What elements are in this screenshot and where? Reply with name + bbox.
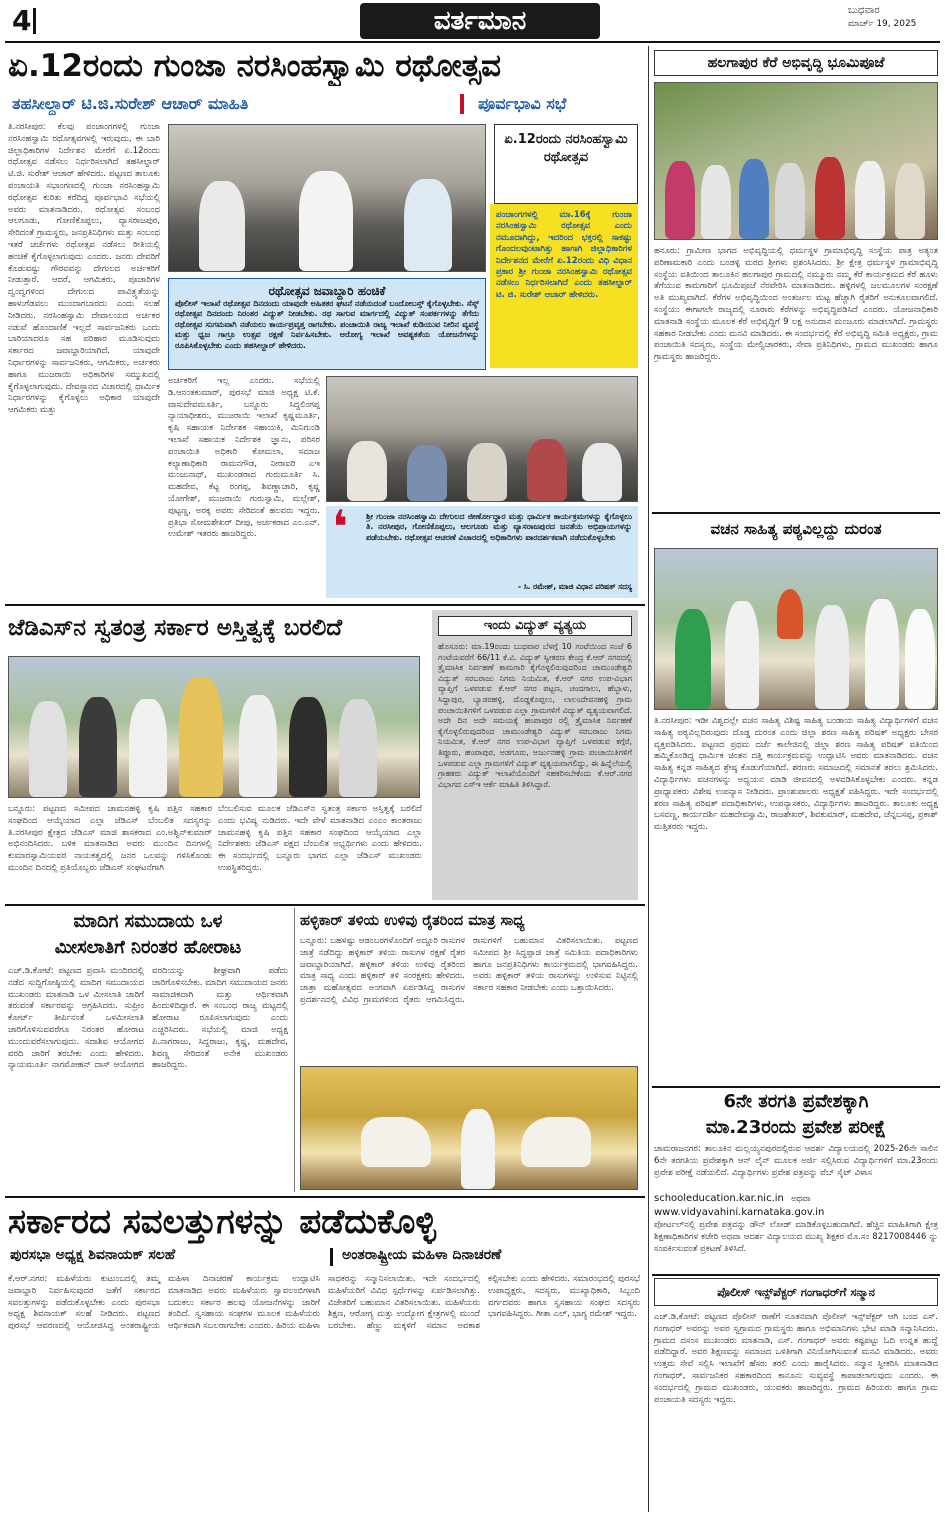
lead-blue-box xyxy=(168,278,486,370)
figure xyxy=(775,163,805,239)
vachana-photo xyxy=(654,548,938,710)
section-rule xyxy=(652,1086,940,1088)
page-number-bar xyxy=(33,8,36,34)
power-box xyxy=(432,610,638,900)
entrance-headline-2: ಮಾ.23ರಂದು ಪ್ರವೇಶ ಪರೀಕ್ಷೆ xyxy=(705,1117,887,1138)
lead-body-col1: ತಿ.ನರಸೀಪುರ: ಕೆಲವು ಪಂಚಾಂಗಗಳಲ್ಲಿ ಗುಂಜಾ ನರಸಿಂಹಸ್ವಾಮಿ ರಥೋತ್ಸವಗಳಲ್ಲಿ ಇರುವುದು, ಈ ಬಾರಿ ಜಿಲ್ಲಾಧಿಕಾರಿಗಳ ನಿರ್ದೇಶನ ಮೇರೆಗೆ ಏ.12ರಂದು ರಥೋತ್ಸವ ನಡೆಸಲು ನಿರ್ಧರಿಸಲಾಗಿದೆ ತಹಸೀಲ್ದಾರ್ ಟಿ.ಜಿ. ಸುರೇಶ್ ಆಚಾರ್ ಹೇಳಿದರು. ಪಟ್ಟಣದ ತಾಲೂಕು ಪಂಚಾಯತಿ ಸಭಾಂಗಣದಲ್ಲಿ ಗುಂಜಾ ನರಸಿಂಹಸ್ವಾಮಿ ರಥೋತ್ಸವ ಕುರಿತು ಕರೆದಿದ್ದ ಪೂರ್ವಭಾವಿ ಸಭೆಯಲ್ಲಿ ಅವರು ಮಾತನಾಡಿದರು. ರಥೋತ್ಸವ ಸಂಬಂಧ ಆಲಗೂಡು, ಗೋಣಿಕೊಪ್ಪಲು, ವ್ಯಾಸರಾಜಪುರ, ಸೇರಿದಂತೆ ಗ್ರಾಮಸ್ಥರು, ಜನಪ್ರತಿನಿಧಿಗಳು ಮತ್ತು ಸಂಬಂಧ ಇತರೆ ಚರ್ಚೆಗಳು ರಥೋತ್ಸವ ನಡೆಸಲು ರೀತಿಯಲ್ಲಿ ಹಂಚಿಕೆ ಕೈಗೊಳ್ಳಲಾಗುವುದು ಎಂದರು. ಜನರು ದೇವರಿಗೆ ಕೊಡುವಷ್ಟು ಗೌರವವನ್ನು ದೇಗುಲದ ಅರ್ಚಕರಿಗೆ ನೀಡುತ್ತಾರೆ. ಆದರೆ, ಆಗಮಿಕರು, ಪೂಜಾರಿಗಳ ದ್ವಂದ್ವಗಳಿಂದ ದೇಗುಲದ ಪಾವಿತ್ರ್ಯತೆಯನ್ನು ಹಾಳುಗೆಡವಲು ಮುಂದಾಗಬಾರದು ಎಂದು ಸಲಹೆ ನೀಡಿದರು. ನರಸಿಂಹಸ್ವಾಮಿ ದೇವಾಲಯದ ಅರ್ಚಕರ ನಡುವೆ ಹೊಂದಾಣಿಕೆ ಇಲ್ಲದೆ ಸಾರ್ವಜನಿಕರು ಒಂದು ಬಾರಿಯಾದರೂ ಸಹ ಪರಿಹಾರ ಮೂಡಿಸುವುದು ಸರ್ಕಾರದ ಜವಾಬ್ದಾರಿಯಾಗಿದೆ. ಯಾವುದೇ ನಿರ್ಧಾರಗಳನ್ನು ಸಾರ್ವಜನಿಕರು, ಆಗಮಿಕರು, ಅರ್ಚಕರು ಹಾಗೂ ಮುಜರಾಯಿ ಅಧಿಕಾರಿಗಳ ಸಮ್ಮುಖದಲ್ಲಿ ಕೈಗೊಳ್ಳಲಾಗುವುದು. ದೇವಸ್ಥಾನದ ವಿಚಾರದಲ್ಲಿ ಧಾರ್ಮಿಕ ನಿರ್ಧಾರಗಳನ್ನು ಕೈಗೊಳ್ಳಲು ಅಧಿಕಾರ ಯಾವುದೇ ಆಗಮಿಕರು ಮತ್ತು xyxy=(8,122,160,416)
bull-figure xyxy=(521,1117,591,1167)
vachana-headline: ವಚನ ಸಾಹಿತ್ಯ ಪಠ್ಯವಿಲ್ಲದ್ದು ದುರಂತ xyxy=(710,520,882,538)
vachana-body: ತಿ.ನರಸೀಪುರ: ಇಡೀ ವಿಶ್ವದಲ್ಲೇ ವಚನ ಸಾಹಿತ್ಯ ವಿಶಿಷ್ಟ ಸಾಹಿತ್ಯ ಬಂಡಾಯ ಸಾಹಿತ್ಯ ವಿದ್ಯಾರ್ಥಿಗಳಿಗೆ ವಚನ ಸಾಹಿತ್ಯ ಪಠ್ಯವಿಲ್ಲದಿರುವುದು ದೊಡ್ಡ ದುರಂತ ಎಂದು ಜಿಲ್ಲಾ ಶರಣ ಸಾಹಿತ್ಯ ಪರಿಷತ್ ಅಧ್ಯಕ್ಷರು ಬೇಸರ ವ್ಯಕ್ತಪಡಿಸಿದರು. ಪಟ್ಟಣದ ಪ್ರಥಮ ದರ್ಜೆ ಕಾಲೇಜಿನಲ್ಲಿ ಜಿಲ್ಲಾ ಶರಣ ಸಾಹಿತ್ಯ ಪರಿಷತ್ ವತಿಯಿಂದ ಹಮ್ಮಿಕೊಂಡಿದ್ದ ಧಾರ್ಮಿಕ ಚಿಂತನ ದತ್ತಿ ಕಾರ್ಯಕ್ರಮವನ್ನು ಉದ್ಘಾಟಿಸಿ ಅವರು ಮಾತನಾಡಿದರು. ವಚನ ಸಾಹಿತ್ಯ ಕನ್ನಡ ಸಾಹಿತ್ಯದ ಶ್ರೇಷ್ಠ ಕೊಡುಗೆಯಾಗಿದೆ. ಶರಣರು ಸಮಾಜದಲ್ಲಿ ಸಮಾನತೆ ತರಲು ಶ್ರಮಿಸಿದರು. ವಿದ್ಯಾರ್ಥಿಗಳು ವಚನಗಳನ್ನು ಅಧ್ಯಯನ ಮಾಡಿ ಜೀವನದಲ್ಲಿ ಅಳವಡಿಸಿಕೊಳ್ಳಬೇಕು ಎಂದರು. ಕನ್ನಡ ಪ್ರಾಧ್ಯಾಪಕರು ವಿಶೇಷ ಉಪನ್ಯಾಸ ನೀಡಿದರು. ಪ್ರಾಂಶುಪಾಲರು ಅಧ್ಯಕ್ಷತೆ ವಹಿಸಿದ್ದರು. ಇದೇ ಸಂದರ್ಭದಲ್ಲಿ ಶರಣ ಸಾಹಿತ್ಯ ಪರಿಷತ್ ಪದಾಧಿಕಾರಿಗಳು, ಉಪನ್ಯಾಸಕರು, ವಿದ್ಯಾರ್ಥಿಗಳು ಹಾಜರಿದ್ದರು. ತಾಲೂಕು ಅಧ್ಯಕ್ಷ ಬಸವಣ್ಣ, ಕಾರ್ಯದರ್ಶಿ ಮಹದೇವಸ್ವಾಮಿ, ರಾಜಶೇಖರ್, ಶಿವಕುಮಾರ್, ಮಹದೇವ, ಚೆನ್ನಬಸಪ್ಪ, ಪ್ರಕಾಶ್ ಮತ್ತಿತರರು ಇದ್ದರು. xyxy=(654,716,938,833)
lead-side-box xyxy=(494,124,638,204)
govt-subhead-bar xyxy=(8,1246,640,1268)
figure xyxy=(582,443,622,501)
figure xyxy=(905,609,935,709)
figure xyxy=(701,165,731,239)
section-rule xyxy=(652,1274,940,1276)
entrance-body-2: ಪೋರ್ಟಲ್‌ನಲ್ಲಿ ಪ್ರವೇಶ ಪತ್ರವನ್ನು ಡೌನ್ ಲೋಡ್ ಮಾಡಿಕೊಳ್ಳಬಹುದಾಗಿದೆ. ಹೆಚ್ಚಿನ ಮಾಹಿತಿಗಾಗಿ ಕ್ಷೇತ್ರ ಶಿಕ್ಷಣಾಧಿಕಾರಿಗಳ ಕಚೇರಿ ಅಥವಾ ಆದರ್ಶ ವಿದ್ಯಾಲಯದ ಮುಖ್ಯ ಶಿಕ್ಷಕರ ಮೊ.ಸಂ 8217008446 ನ್ನು ಸಂಪರ್ಕಿಸುವಂತೆ ಪ್ರಕಟಣೆ ತಿಳಿಸಿದೆ. xyxy=(654,1220,938,1254)
masthead xyxy=(0,0,945,42)
page-number: 4 xyxy=(12,4,32,37)
halagapura-headline: ಹಲಗಾಪುರ ಕೆರೆ ಅಭಿವೃದ್ಧಿ ಭೂಮಿಪೂಜೆ xyxy=(654,50,938,76)
figure xyxy=(739,159,769,239)
hallikar-body: ಬನ್ನೂರು: ಬಹಳಷ್ಟು ಆಡಂಬರಗಳೊಂದಿಗೆ ಅದ್ದೂರಿ ರಾಸುಗಳ ಜಾತ್ರೆ ನಡೆದಿದ್ದು ಹಳ್ಳಿಕಾರ್ ತಳಿಯ ರಾಸುಗಳ ರಕ್ಷಣೆ ರೈತರ ಜವಾಬ್ದಾರಿಯಾಗಿದೆ. ಹಳ್ಳಿಕಾರ್ ತಳಿಯ ಉಳಿವು ರೈತರಿಂದ ಮಾತ್ರ ಸಾಧ್ಯ ಎಂದು ಹಳ್ಳಿಕಾರ್ ತಳಿ ಸಂರಕ್ಷಕರು ಹೇಳಿದರು. ಜಾತ್ರಾ ಮಹೋತ್ಸವದ ಅಂಗವಾಗಿ ಏರ್ಪಡಿಸಿದ್ದ ರಾಸುಗಳ ಪ್ರದರ್ಶನದಲ್ಲಿ ವಿವಿಧ ಗ್ರಾಮಗಳಿಂದ ರೈತರು ಆಗಮಿಸಿದ್ದರು. ರಾಸುಗಳಿಗೆ ಬಹುಮಾನ ವಿತರಿಸಲಾಯಿತು. ಪಟ್ಟಣದ ಸಮೀಪದ ಶ್ರೀ ಸಿದ್ಧಪ್ಪಾಜಿ ಜಾತ್ರೆ ಸಮಿತಿಯ ಪದಾಧಿಕಾರಿಗಳು ಹಾಗೂ ಜನಪ್ರತಿನಿಧಿಗಳು ಕಾರ್ಯಕ್ರಮದಲ್ಲಿ ಭಾಗವಹಿಸಿದ್ದರು. ಅವರು ಹಳ್ಳಿಕಾರ್ ತಳಿಯ ರಾಸುಗಳನ್ನು ಉಳಿಸುವ ನಿಟ್ಟಿನಲ್ಲಿ ಸರ್ಕಾರ ಸಹಕಾರ ನೀಡಬೇಕು ಎಂದು ಒತ್ತಾಯಿಸಿದರು. xyxy=(300,936,638,1005)
entrance-body-1: ಚಾಮರಾಜನಗರ: ತಾಲೂಕಿನ ಮಲ್ಲಯ್ಯನಪುರದಲ್ಲಿರುವ ಆದರ್ಶ ವಿದ್ಯಾಲಯದಲ್ಲಿ 2025-26ನೇ ಸಾಲಿನ 6ನೇ ತರಗತಿಯ ಪ್ರವೇಶಕ್ಕಾಗಿ ಆನ್ ಲೈನ್ ಮೂಲಕ ಅರ್ಜಿ ಸಲ್ಲಿಸಿರುವ ವಿದ್ಯಾರ್ಥಿಗಳಿಗೆ ಮಾ.23ರಂದು ಪ್ರವೇಶ ಪರೀಕ್ಷೆ ನಡೆಯಲಿದೆ. ವಿದ್ಯಾರ್ಥಿಗಳು ಪ್ರವೇಶ ಪತ್ರವನ್ನು ವೆಬ್ ಸೈಟ್ ವಿಳಾಸ xyxy=(654,1144,938,1178)
link-vidyavahini[interactable]: www.vidyavahini.karnataka.gov.in xyxy=(654,1207,825,1218)
paper-name: ವರ್ತಮಾನ xyxy=(360,3,600,39)
govt-subhead-1: ಪುರಸಭಾ ಅಧ್ಯಕ್ಷ ಶಿವನಾಯಕ್ ಸಲಹೆ xyxy=(10,1247,176,1263)
issue-date: ಮಾರ್ಚ್ 19, 2025 xyxy=(848,19,917,29)
madiga-headline-1: ಮಾದಿಗ ಸಮುದಾಯ ಒಳ xyxy=(73,911,223,932)
lead-body-col2: ಅರ್ಚಕರಿಗೆ ಇಲ್ಲ ಎಂದರು. ಸಭೆಯಲ್ಲಿ ಡಿ.ಆನಂತಕುಮಾರ್, ಪುರಸಭೆ ಮಾಜಿ ಅಧ್ಯಕ್ಷ ಟಿ.ಕೆ. ವಾಸುದೇವಮೂರ್ತಿ, ಬನ್ನೂರು ಸಿದ್ದಲಿಂಗಪ್ಪ ನ್ಯಾಯಾಧೀಶರು, ಮುಜರಾಯಿ ಇಲಾಖೆ ಕೃಷ್ಣಮೂರ್ತಿ, ಕೃಷಿ ಸಹಾಯಕ ನಿರ್ದೇಶಕ ಸಹಾಯಕಿ, ಮಿನಿಗುಂಡಿ ಇಲಾಖೆ ಸಹಾಯಕ ನಿರ್ದೇಶಕ ಜ್ಞಾನು, ಪರಿಸರ ಪಂಚಾಯಿತಿ ಅಧಿಕಾರಿ ಕೋಮಲಾ, ಸಮಾಜ ಕಲ್ಯಾಣಾಧಿಕಾರಿ ರಾಮನಗೌಡ, ನೀರಾವರಿ ಎಇ ಮಂಜುನಾಥ್, ಮುಖಂಡರಾದ ಗುರುಮೂರ್ತಿ ಸಿ. ಮಹದೇವ, ಕೆಟ್ಟ ರಂಗಪ್ಪ, ಶಿವಣ್ಣಾಚಾರಿ, ಕೃಷ್ಣ ಯೋಗೇಶ್, ಮುಜರಾಯಿ ಗುರುಸ್ವಾಮಿ, ಮಲ್ಲೇಶ್, ಪುಟ್ಟಣ್ಣ, ಅರಕ್ಕ ಅವರು ಸೇರಿದಂತೆ ಹಲವರು ಇದ್ದರು. ಪ್ರತಿಭಾ ಸೋಮಶೇಖರ್ ದೀಪು, ಅರ್ಚಕರಾದ ಎಂ.ಎನ್. ಉಮೇಶ್ ಇತರರು ಹಾಜರಿದ್ದರು. xyxy=(168,376,320,540)
madiga-body: ಎಚ್.ಡಿ.ಕೋಟೆ: ಪಟ್ಟಣದ ಪ್ರವಾಸಿ ಮಂದಿರದಲ್ಲಿ ನಡೆದ ಸುದ್ದಿಗೋಷ್ಠಿಯಲ್ಲಿ ಮಾದಿಗ ಸಮುದಾಯದ ಮುಖಂಡರು ಮಾತನಾಡಿ ಒಳ ಮೀಸಲಾತಿ ಜಾರಿಗೆ ತರುವಂತೆ ಸರ್ಕಾರವನ್ನು ಆಗ್ರಹಿಸಿದರು. ಸುಪ್ರೀಂ ಕೋರ್ಟ್ ತೀರ್ಪಿನಂತೆ ಒಳಮೀಸಲಾತಿ ಜಾರಿಗೊಳಿಸುವವರೆಗೂ ನಿರಂತರ ಹೋರಾಟ ಮುಂದುವರೆಸಲಾಗುವುದು. ಸದಾಶಿವ ಆಯೋಗದ ವರದಿ ಜಾರಿಗೆ ತರಬೇಕು ಎಂದು ಹೇಳಿದರು. ನ್ಯಾಯಮೂರ್ತಿ ನಾಗಮೋಹನ್ ದಾಸ್ ಆಯೋಗದ ವರದಿಯನ್ನು ಶೀಘ್ರವಾಗಿ ಪಡೆದು ಜಾರಿಗೊಳಿಸಬೇಕು. ಮಾದಿಗ ಸಮುದಾಯದ ಜನರು ಸಾಮಾಜಿಕವಾಗಿ ಮತ್ತು ಆರ್ಥಿಕವಾಗಿ ಹಿಂದುಳಿದಿದ್ದಾರೆ. ಈ ಸಂಬಂಧ ರಾಜ್ಯ ಮಟ್ಟದಲ್ಲಿ ಹೋರಾಟ ರೂಪಿಸಲಾಗುವುದು ಎಂದು ಎಚ್ಚರಿಸಿದರು. ಸಭೆಯಲ್ಲಿ ಮಾಜಿ ಅಧ್ಯಕ್ಷ ಪಿ.ನಾಗರಾಜು, ಸಿದ್ದರಾಜು, ಕೃಷ್ಣ, ಮಹದೇವ, ಶಿವಣ್ಣ ಸೇರಿದಂತೆ ಅನೇಕ ಮುಖಂಡರು ಹಾಜರಿದ್ದರು. xyxy=(8,966,288,1071)
masthead-rule xyxy=(5,41,940,43)
side-box-title: ಏ.12ರಂದು ನರಸಿಂಹಸ್ವಾಮಿ ರಥೋತ್ಸವ xyxy=(504,132,628,165)
govt-body: ಕೆ.ಆರ್.ನಗರ: ಮಹಿಳೆಯರು ಕುಟುಂಬದಲ್ಲಿ ತಮ್ಮ ಜವಾಬ್ದಾರಿ ನಿರ್ವಹಿಸುವುದರ ಜತೆಗೆ ಸರ್ಕಾರದ ಸವಲತ್ತುಗಳನ್ನು ಪಡೆದುಕೊಳ್ಳಬೇಕು ಎಂದು ಪುರಸಭಾ ಅಧ್ಯಕ್ಷ ಶಿವನಾಯಕ್ ಸಲಹೆ ನೀಡಿದರು. ಪಟ್ಟಣದ ಪುರಸಭೆ ಆವರಣದಲ್ಲಿ ಆಯೋಜಿಸಿದ್ದ ಅಂತರಾಷ್ಟ್ರೀಯ ಮಹಿಳಾ ದಿನಾಚರಣೆ ಕಾರ್ಯಕ್ರಮ ಉದ್ಘಾಟಿಸಿ ಮಾತನಾಡಿದ ಅವರು ಮಹಿಳೆಯರು ಸ್ವಾವಲಂಬಿಗಳಾಗಿ ಬದುಕಲು ಸರ್ಕಾರ ಹಲವು ಯೋಜನೆಗಳನ್ನು ಜಾರಿಗೆ ತಂದಿದೆ. ಸ್ವಸಹಾಯ ಸಂಘಗಳ ಮೂಲಕ ಮಹಿಳೆಯರು ಆರ್ಥಿಕವಾಗಿ ಸಬಲರಾಗಬೇಕು ಎಂದರು. ಹಿರಿಯ ಮಹಿಳಾ ಸಾಧಕರನ್ನು ಸನ್ಮಾನಿಸಲಾಯಿತು. ಇದೇ ಸಂದರ್ಭದಲ್ಲಿ ಮಹಿಳೆಯರಿಗೆ ವಿವಿಧ ಸ್ಪರ್ಧೆಗಳನ್ನು ಏರ್ಪಡಿಸಲಾಗಿತ್ತು. ವಿಜೇತರಿಗೆ ಬಹುಮಾನ ವಿತರಿಸಲಾಯಿತು. ಮಹಿಳೆಯರು ಶಿಕ್ಷಣ, ಆರೋಗ್ಯ ಮತ್ತು ಉದ್ಯೋಗ ಕ್ಷೇತ್ರಗಳಲ್ಲಿ ಮುಂದೆ ಬರಬೇಕು. ಹೆಣ್ಣು ಮಕ್ಕಳಿಗೆ ಸಮಾನ ಅವಕಾಶ ಕಲ್ಪಿಸಬೇಕು ಎಂದು ಹೇಳಿದರು. ಸಮಾರಂಭದಲ್ಲಿ ಪುರಸಭೆ ಉಪಾಧ್ಯಕ್ಷರು, ಸದಸ್ಯರು, ಮುಖ್ಯಾಧಿಕಾರಿ, ಸಿಬ್ಬಂದಿ ವರ್ಗದವರು ಹಾಗೂ ಸ್ವಸಹಾಯ ಸಂಘದ ಸದಸ್ಯರು ಭಾಗವಹಿಸಿದ್ದರು. ಗೀತಾ ಎಲ್, ಭಾಗ್ಯ ರಮೇಶ್ ಇದ್ದರು. xyxy=(8,1274,640,1332)
blue-box-title: ರಥೋತ್ಸವ ಜವಾಬ್ದಾರಿ ಹಂಚಿಕೆ xyxy=(268,284,386,298)
entrance-links xyxy=(654,1192,938,1218)
lead-subhead-divider xyxy=(460,94,464,114)
figure xyxy=(129,699,167,797)
figure xyxy=(467,443,507,501)
jds-body-col1: ಬನ್ನೂರು: ಪಟ್ಟಣದ ಸಮೀಪದ ಚಾಮನಹಳ್ಳಿ ಕೃಷಿ ಪತ್ತಿನ ಸಹಕಾರ ಸಂಘದಿಂದ ಆಯ್ಕೆಯಾದ ಎಲ್ಲಾ ಜೆಡಿಎಸ್ ಬೆಂಬಲಿತ ಸದಸ್ಯರನ್ನು ತಿ.ನರಸೀಪುರ ಕ್ಷೇತ್ರದ ಜೆಡಿಎಸ್ ಮಾಜಿ ಶಾಸಕರಾದ ಎಂ.ಅಶ್ವಿನ್‌ಕುಮಾರ್ ಅಭಿನಂದಿಸಿದರು. ಬಳಿಕ ಮಾತನಾಡಿದ ಅವರು ಮುಂದಿನ ದಿನಗಳಲ್ಲಿ ಕುಮಾರಸ್ವಾಮಿಯವರ ನಾಯಕತ್ವದಲ್ಲಿ ಜನರ ಒಲವನ್ನು ಗಳಿಸಿಕೊಂಡು ಮುಂದಿನ ದಿನದಲ್ಲಿ ಪ್ರತಿಯೊಬ್ಬರು ಜೆಡಿಎಸ್ ಸಂಘಟನೆಗಾಗಿ xyxy=(8,804,212,873)
figure xyxy=(895,163,925,239)
madiga-headline-2: ಮೀಸಲಾತಿಗೆ ನಿರಂತರ ಹೋರಾಟ xyxy=(54,937,242,958)
issue-day: ಬುಧವಾರ xyxy=(848,5,880,16)
halagapura-body: ಹನೂರು: ಗ್ರಾಮೀಣ ಭಾಗದ ಅಭಿವೃದ್ಧಿಯಲ್ಲಿ ಧರ್ಮಸ್ಥಳ ಗ್ರಾಮಾಭಿವೃದ್ಧಿ ಸಂಸ್ಥೆಯ ಪಾತ್ರ ಅತ್ಯಂತ ಪರಿಣಾಮಕಾರಿ ಎಂದು ಬಂಡಳ್ಳಿ ಮಠದ ಶ್ರೀಗಳು ಪ್ರಶಂಸಿಸಿದರು. ಶ್ರೀ ಕ್ಷೇತ್ರ ಧರ್ಮಸ್ಥಳ ಗ್ರಾಮಾಭಿವೃದ್ಧಿ ಸಂಸ್ಥೆಯ ವತಿಯಿಂದ ತಾಲೂಕಿನ ಹಲಗಾಪುರ ಗ್ರಾಮದಲ್ಲಿ ನಮ್ಮೂರು ನಮ್ಮ ಕೆರೆ ಕಾರ್ಯಕ್ರಮದ ಕೆರೆ ಹೂಳು ತೆಗೆಯುವ ಕಾಮಗಾರಿಗೆ ಭೂಮಿಪೂಜೆ ನೆರವೇರಿಸಿ ಮಾತನಾಡಿದರು. ಹಳ್ಳಿಗಳಲ್ಲಿ ಜಲಮೂಲಗಳ ಸಂರಕ್ಷಣೆ ಅತಿ ಮುಖ್ಯವಾಗಿದೆ. ಕೆರೆಗಳ ಅಭಿವೃದ್ಧಿಯಿಂದ ಅಂತರ್ಜಲ ಮಟ್ಟ ಹೆಚ್ಚಾಗಿ ರೈತರಿಗೆ ಅನುಕೂಲವಾಗಲಿದೆ. ಸಂಸ್ಥೆಯು ಈಗಾಗಲೇ ರಾಜ್ಯದಲ್ಲಿ ನೂರಾರು ಕೆರೆಗಳನ್ನು ಅಭಿವೃದ್ಧಿಪಡಿಸಿದೆ ಎಂದರು. ಯೋಜನಾಧಿಕಾರಿ ಮಾತನಾಡಿ ಸಂಸ್ಥೆಯ ಮೂಲಕ ಕೆರೆ ಅಭಿವೃದ್ಧಿಗೆ 9 ಲಕ್ಷ ಅನುದಾನ ಮಂಜೂರು ಮಾಡಲಾಗಿದೆ. ಗ್ರಾಮಸ್ಥರು ಸಹಕಾರ ನೀಡಬೇಕು ಎಂದು ಮನವಿ ಮಾಡಿದರು. ಈ ಸಂದರ್ಭದಲ್ಲಿ ಕೆರೆ ಅಭಿವೃದ್ಧಿ ಸಮಿತಿ ಅಧ್ಯಕ್ಷರು, ಗ್ರಾಮ ಪಂಚಾಯಿತಿ ಸದಸ್ಯರು, ಸಂಸ್ಥೆಯ ಮೇಲ್ವಿಚಾರಕರು, ಸೇವಾ ಪ್ರತಿನಿಧಿಗಳು, ಗ್ರಾಮದ ಮುಖಂಡರು ಹಾಗೂ ಗ್ರಾಮಸ್ಥರು ಹಾಜರಿದ್ದರು. xyxy=(654,246,938,363)
jds-photo xyxy=(8,656,420,798)
power-body: ಹೊಸೂರು: ಮಾ.19ರಂದು ಬುಧವಾರ ಬೆಳಗ್ಗೆ 10 ಗಂಟೆಯಿಂದ ಸಂಜೆ 6 ಗಂಟೆಯವರೆಗೆ 66/11 ಕೆ.ವಿ. ವಿದ್ಯುತ್ ಸ್ವೀಕರಣ ಕೇಂದ್ರ ಕೆ.ಆರ್ ನಗರದಲ್ಲಿ ತ್ರೈಮಾಸಿಕ ನಿರ್ವಹಣೆ ಕಾಮಗಾರಿ ಕೈಗೊಳ್ಳಲಿರುವುದರಿಂದ ಚಾಮುಂಡೇಶ್ವರಿ ವಿದ್ಯುತ್ ಸರಬರಾಜು ನಿಗಮ ನಿಯಮಿತ, ಕೆ.ಆರ್ ನಗರ ಉಪ-ವಿಭಾಗ ವ್ಯಾಪ್ತಿಗೆ ಒಳಪಡುವ ಕೆ.ಆರ್ ನಗರ ಪಟ್ಟಣ, ಚಂದಗಾಲು, ಹೆಬ್ಬಾಳು, ಸಿದ್ದಾಪುರ, ಬ್ಯಾಡರಹಳ್ಳಿ, ದೊಡ್ಡಕೊಪ್ಪಲು, ಲಾಲಂದೇವನಹಳ್ಳಿ ಗ್ರಾಮ ಪಂಚಾಯಿತಿಗಳಿಗೆ ಒಳಪಡುವ ಎಲ್ಲಾ ಗ್ರಾಮಗಳಿಗೆ ವಿದ್ಯುತ್ ವ್ಯತ್ಯಯವಾಗಲಿದೆ. ಅದೇ ದಿನ ಅದೇ ಸಮಯಕ್ಕೆ ಹಂಪಾಪುರ ರಲ್ಲಿ ತ್ರೈಮಾಸಿಕ ನಿರ್ವಹಣೆ ಕೈಗೊಳ್ಳಲಿರುವುದರಿಂದ ಚಾಮುಂಡೇಶ್ವರಿ ವಿದ್ಯುತ್ ಸರಬರಾಜು ನಿಗಮ ನಿಯಮಿತ, ಕೆ.ಆರ್ ನಗರ ಉಪ-ವಿಭಾಗ ವ್ಯಾಪ್ತಿಗೆ ಒಳಪಡುವ ಕಗ್ಗೆರೆ, ತಿಪ್ಪೂರು, ಹಂಪಾಪುರ, ಅಡಗೂರು, ಅರ್ಜುನಹಳ್ಳಿ ಗ್ರಾಮ ಪಂಚಾಯಿತಿಗಳಿಗೆ ಒಳಪಡುವ ಎಲ್ಲಾ ಗ್ರಾಮಗಳಿಗೆ ವಿದ್ಯುತ್ ವ್ಯತ್ಯಯವಾಗಲಿದ್ದು, ಈ ಹಿನ್ನೆಲೆಯಲ್ಲಿ ಗ್ರಾಹಕರು ವಿದ್ಯುತ್ ಇಲಾಖೆಯೊಂದಿಗೆ ಸಹಕರಿಸಬೇಕೆಂದು ಕೆ.ಆರ್.ನಗರ ವಿಭಾಗದ ಎಸ್ಇ ಆರ್ಕೆ ಮಾಹಿತಿ ತಿಳಿಸಿದ್ದಾರೆ. xyxy=(438,642,632,789)
lead-subhead-bar xyxy=(8,92,638,116)
figure xyxy=(339,699,377,797)
section-rule xyxy=(5,1196,645,1198)
lead-headline: ಏ.12ರಂದು ಗುಂಜಾ ನರಸಿಂಹಸ್ವಾಮಿ ರಥೋತ್ಸವ xyxy=(8,48,502,84)
lead-quote-box xyxy=(326,500,638,598)
figure xyxy=(407,445,447,501)
govt-headline: ಸರ್ಕಾರದ ಸವಲತ್ತುಗಳನ್ನು ಪಡೆದುಕೊಳ್ಳಿ xyxy=(8,1202,437,1242)
lead-subhead-1: ತಹಸೀಲ್ದಾರ್ ಟಿ.ಜಿ.ಸುರೇಶ್ ಆಚಾರ್ ಮಾಹಿತಿ xyxy=(12,94,249,113)
figure xyxy=(865,599,899,709)
police-headline: ಪೊಲೀಸ್ ಇನ್ಸ್‌ಪೆಕ್ಟರ್ ಗಂಗಾಧರ್‌ಗೆ ಸನ್ಮಾನ xyxy=(654,1278,938,1306)
figure xyxy=(79,697,117,797)
figure xyxy=(675,609,711,709)
power-title: ಇಂದು ವಿದ್ಯುತ್ ವ್ಯತ್ಯಯ xyxy=(438,616,632,636)
figure xyxy=(289,697,327,797)
hallikar-photo-bulls xyxy=(300,1066,638,1190)
section-rule xyxy=(652,512,940,514)
link-separator: ಅಥವಾ xyxy=(791,1194,811,1204)
figure xyxy=(461,1109,495,1189)
lead-photo-meeting xyxy=(326,376,638,502)
section-rule xyxy=(5,604,645,606)
hallikar-headline: ಹಳ್ಳಿಕಾರ್ ತಳಿಯ ಉಳಿವು ರೈತರಿಂದ ಮಾತ್ರ ಸಾಧ್ಯ xyxy=(300,913,525,929)
lead-subhead-2: ಪೂರ್ವಭಾವಿ ಸಭೆ xyxy=(478,94,567,113)
quote-credit: - ಸಿ. ರಮೇಶ್, ಮಾಜಿ ವಿಧಾನ ಪರಿಷತ್ ಸದಸ್ಯ xyxy=(518,582,632,591)
figure xyxy=(855,161,885,239)
entrance-headline-1: 6ನೇ ತರಗತಿ ಪ್ರವೇಶಕ್ಕಾಗಿ xyxy=(723,1091,869,1112)
govt-subhead-divider xyxy=(330,1248,333,1266)
figure xyxy=(299,171,353,271)
figure xyxy=(815,605,849,709)
section-rule xyxy=(5,904,645,906)
jds-headline: ಜೆಡಿಎಸ್‌ನ ಸ್ವತಂತ್ರ ಸರ್ಕಾರ ಅಸ್ತಿತ್ವಕ್ಕೆ ಬರಲಿದೆ xyxy=(8,615,342,641)
figure xyxy=(239,695,277,797)
figure xyxy=(527,439,567,501)
figure xyxy=(199,181,245,271)
quote-text: ಶ್ರೀ ಗುಂಜಾ ನರಸಿಂಹಸ್ವಾಮಿ ದೇಗುಲದ ಜೀರ್ಣೋದ್ಧಾರ ಮತ್ತು ಧಾರ್ಮಿಕ ಕಾರ್ಯಕ್ರಮಗಳನ್ನು ಕೈಗೊಳ್ಳಲು ತಿ. ನರಸೀಪುರ, ಗೋಣಿಕೊಪ್ಪಲು, ಆಲಗೂಡು ಮತ್ತು ವ್ಯಾಸರಾಜಪುರದ ಜನತೆಯ ಅಭಿಪ್ರಾಯಗಳನ್ನು ಪಡೆಯಬೇಕು. ರಥೋತ್ಸವ ಆಚರಣೆ ವಿಚಾರದಲ್ಲಿ ಅಧಿಕಾರಿಗಳು ಪಾರದರ್ಶಕವಾಗಿ ನಡೆದುಕೊಳ್ಳಬೇಕು xyxy=(366,512,632,542)
figure xyxy=(29,701,67,797)
lead-yellow-box: ಪಂಚಾಂಗಗಳಲ್ಲಿ ಮಾ.16ಕ್ಕೆ ಗುಂಜಾ ನರಸಿಂಹಸ್ವಾಮಿ ರಥೋತ್ಸವ ಎಂದು ನಮೂದಾಗಿದ್ದು, ಇದರಿಂದ ಭಕ್ತರಲ್ಲಿ ಸಾಕಷ್ಟು ಗೊಂದಲವುಂಟಾಗಿತ್ತು ಹಾಗಾಗಿ ಜಿಲ್ಲಾಧಿಕಾರಿಗಳ ನಿರ್ದೇಶನದ ಮೇರೆಗೆ ಏ.12ರಂದು ವಿಧಿ ವಿಧಾನ ಪ್ರಕಾರ ಶ್ರೀ ಗುಂಜಾ ನರಸಿಂಹಸ್ವಾಮಿ ರಥೋತ್ಸವ ನಡೆಸಲು ನಿರ್ಧರಿಸಲಾಗಿದೆ ಎಂದು ತಹಸೀಲ್ದಾರ್ ಟಿ. ಜಿ. ಸುರೇಶ್ ಆಚಾರ್ ಹೇಳಿದರು. xyxy=(490,204,638,368)
quote-mark: ❛ xyxy=(332,500,348,554)
idol-figure xyxy=(777,589,803,639)
bull-figure xyxy=(361,1117,431,1167)
figure xyxy=(815,157,845,239)
jds-body-col2: ಬೆಂಬಲಿಸುವ ಮೂಲಕ ಜೆಡಿಎಸ್‌ನ ಸ್ವತಂತ್ರ ಸರ್ಕಾರ ಅಸ್ತಿತ್ವಕ್ಕೆ ಬರಲಿದೆ ಎಂದು ಭವಿಷ್ಯ ನುಡಿದರು. ಇದೇ ವೇಳೆ ಮಾತನಾಡಿದ ಎಂಎಂ ಕಾಂತರಾಜು ಚಾಮನಹಳ್ಳಿ ಕೃಷಿ ಪತ್ತಿನ ಸಹಕಾರ ಸಂಘದಿಂದ ಆಯ್ಕೆಯಾದ ಎಲ್ಲಾ ನಿರ್ದೇಶಕರು ಜೆಡಿಎಸ್ ಪಕ್ಷದ ಬೆಂಬಲಿತ ಅಭ್ಯರ್ಥಿಗಳು ಎಂದು ಹೇಳಿದರು. ಈ ಸಂದರ್ಭದಲ್ಲಿ ಬನ್ನೂರು ಭಾಗದ ಎಲ್ಲಾ ಜೆಡಿಎಸ್ ಮುಖಂಡರು ಉಪಸ್ಥಿತರಿದ್ದರು. xyxy=(218,804,422,873)
figure xyxy=(665,161,695,239)
link-school-education[interactable]: schooleducation.kar.nic.in xyxy=(654,1193,784,1204)
halagapura-photo xyxy=(654,82,938,240)
blue-box-text: ಪೊಲೀಸ್ ಇಲಾಖೆ ರಥೋತ್ಸವ ದಿನದಂದು ಯಾವುದೇ ಅಹಿತಕರ ಘಟನೆ ನಡೆಯದಂತೆ ಬಂದೋಬಸ್ತ್ ಕೈಗೊಳ್ಳಬೇಕು. ಸೆಸ್ಕ್ ರಥೋತ್ಸವ ದಿನದಂದು ನಿರಂತರ ವಿದ್ಯುತ್ ನೀಡಬೇಕು. ರಥ ಸಾಗುವ ಮಾರ್ಗದಲ್ಲಿ ವಿದ್ಯುತ್ ಸಂಪರ್ಕಗಳನ್ನು ತೆಗೆದು ರಥೋತ್ಸವ ಸುಗಮವಾಗಿ ನಡೆಯಲು ಕಾರ್ಯಪ್ರವೃತ್ತ ರಾಗಬೇಕು. ಪಂಚಾಯಿತಿ ರಾಜ್ಯ ಇಲಾಖೆ ಕುಡಿಯುವ ನೀರಿನ ವ್ಯವಸ್ಥೆ ಮತ್ತು ಧ್ವಜ ಗಾಗ್ರೂ ಉತ್ಸವ ರಕ್ಷಣೆ ನಿರ್ವಹಿಸಬೇಕು. ಆರೋಗ್ಯ ಇಲಾಖೆ ಅವಶ್ಯಕತೆಯ ಯೋಜನೆಗಳನ್ನು ರೂಪಿಸಿಕೊಳ್ಳಬೇಕು ಎಂದು ತಹಸೀಲ್ದಾರ್ ಹೇಳಿದರು. xyxy=(175,299,479,350)
figure xyxy=(347,441,387,501)
figure xyxy=(404,179,452,271)
police-body: ಎಚ್.ಡಿ.ಕೋಟೆ: ಪಟ್ಟಣದ ಪೊಲೀಸ್ ಠಾಣೆಗೆ ನೂತನವಾಗಿ ಪೊಲೀಸ್ ಇನ್ಸ್‌ಪೆಕ್ಟರ್ ಆಗಿ ಬಂದ ಎಸ್. ಗಂಗಾಧರ್ ಅವರನ್ನು ಅವರ ಸ್ವಗ್ರಾಮದ ಗ್ರಾಮಸ್ಥರು ಹಾಗೂ ಅಭಿಮಾನಿಗಳು ಭೇಟಿ ಮಾಡಿ ಸನ್ಮಾನಿಸಿದರು. ಗ್ರಾಮದ ದಸಂಸ ಮುಖಂಡರು ಮಾತನಾಡಿ, ಎಸ್. ಗಂಗಾಧರ್ ಅವರು ಕಷ್ಟಪಟ್ಟು ಓದಿ ಉನ್ನತ ಹುದ್ದೆ ಪಡೆದಿದ್ದಾರೆ. ಅವರ ಶಿಕ್ಷಣವನ್ನು ಸಮಾಜದ ಒಳಿತಿಗಾಗಿ ವಿನಿಯೋಗಿಸುವಂತೆ ಮನವಿ ಮಾಡಿದರು. ಅವರು ಉತ್ತಮ ಸೇವೆ ಸಲ್ಲಿಸಿ ಇಲಾಖೆಗೆ ಹೆಸರು ತರಲಿ ಎಂದು ಹಾರೈಸಿದರು. ಸನ್ಮಾನ ಸ್ವೀಕರಿಸಿ ಮಾತನಾಡಿದ ಗಂಗಾಧರ್, ಸಾರ್ವಜನಿಕರ ಸಹಕಾರದಿಂದ ಕಾನೂನು ಸುವ್ಯವಸ್ಥೆ ಕಾಪಾಡಲಾಗುವುದು ಎಂದರು. ಈ ಸಂದರ್ಭದಲ್ಲಿ ಗ್ರಾಮದ ಮುಖಂಡರು, ಯುವಕರು ಹಾಜರಿದ್ದರು. ಗ್ರಾಮದ ಹಿರಿಯರು ಹಾಗೂ ಗ್ರಾಮ ಪಂಚಾಯತಿ ಸದಸ್ಯರು ಇದ್ದರು. xyxy=(654,1312,938,1405)
figure xyxy=(179,677,223,797)
column-divider xyxy=(648,46,649,1512)
column-divider xyxy=(294,908,295,1192)
govt-subhead-2: ಅಂತರಾಷ್ಟ್ರೀಯ ಮಹಿಳಾ ದಿನಾಚರಣೆ xyxy=(342,1247,502,1263)
lead-photo-officials xyxy=(168,124,486,272)
figure xyxy=(725,601,759,709)
